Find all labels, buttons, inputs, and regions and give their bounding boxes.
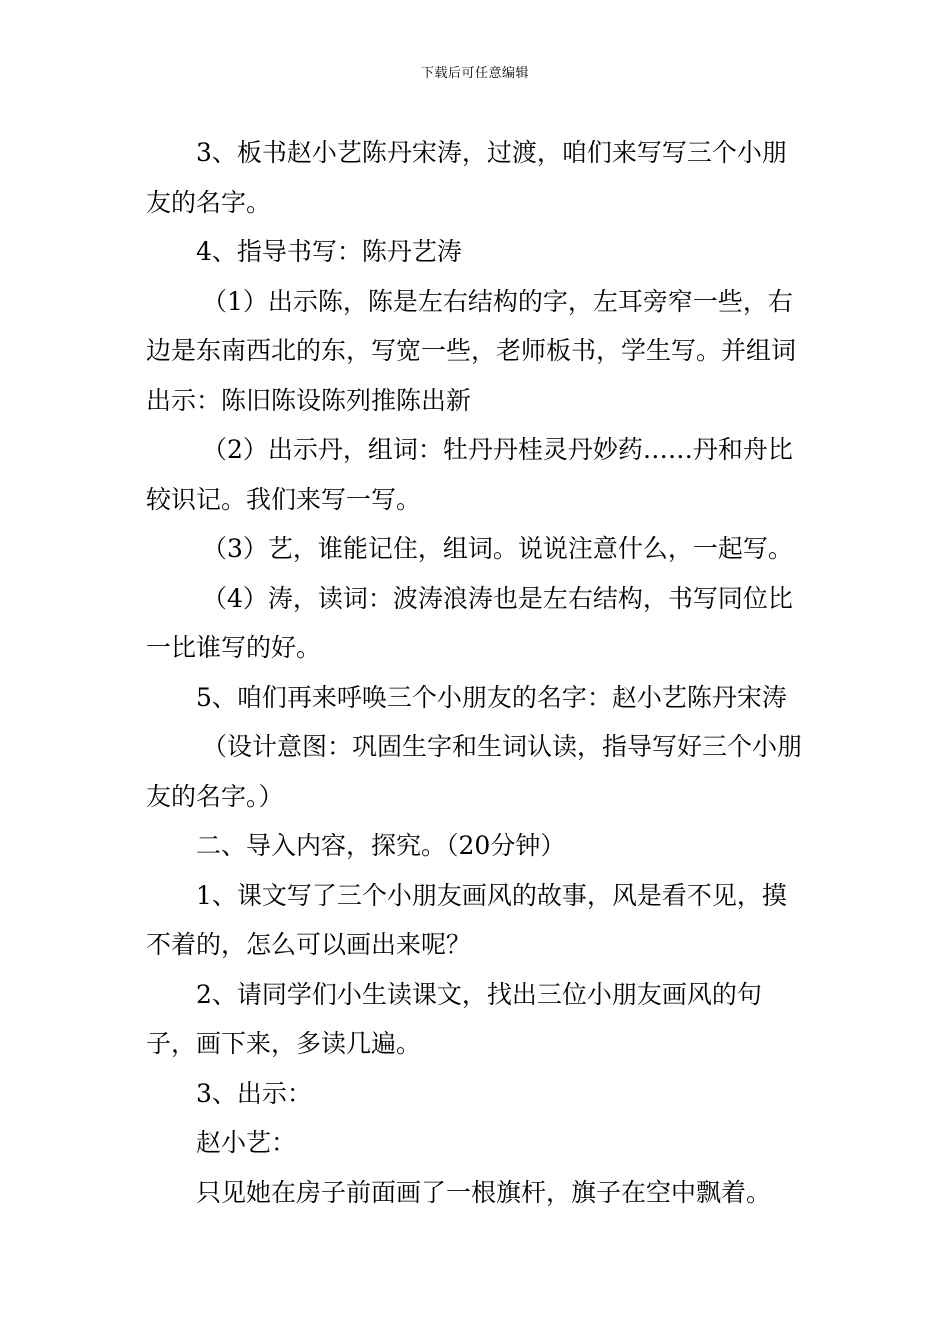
paragraph-call-names: 5、咱们再来呼唤三个小朋友的名字：赵小艺陈丹宋涛 — [196, 682, 787, 712]
paragraph-blackboard: 3、板书赵小艺陈丹宋涛，过渡，咱们来写写三个小朋友的名字。 — [146, 138, 787, 217]
paragraph-item-1: （1）出示陈，陈是左右结构的字，左耳旁窄一些，右边是东南西北的东，写宽一些，老师板书，学生写。并组词出示：陈旧陈设陈列推陈出新 — [146, 286, 797, 415]
paragraph-read-text: 2、请同学们小生读课文，找出三位小朋友画风的句子，画下来，多读几遍。 — [146, 979, 762, 1058]
paragraph-design-intent: （设计意图：巩固生字和生词认读，指导写好三个小朋友的名字。） — [146, 732, 803, 811]
paragraph-quote: 只见她在房子前面画了一根旗杆，旗子在空中飘着。 — [196, 1177, 772, 1207]
paragraph-speaker: 赵小艺： — [196, 1128, 297, 1157]
section-heading-explore: 二、导入内容，探究。（20分钟） — [196, 831, 566, 860]
page-header: 下载后可任意编辑 — [420, 66, 529, 81]
paragraph-item-2: （2）出示丹，组词：牡丹丹桂灵丹妙药……丹和舟比较识记。我们来写一写。 — [146, 435, 793, 514]
paragraph-item-3: （3）艺，谁能记住，组词。说说注意什么，一起写。 — [202, 534, 793, 563]
paragraph-item-4: （4）涛，读词：波涛浪涛也是左右结构，书写同位比一比谁写的好。 — [146, 583, 793, 662]
document-body — [146, 128, 810, 1217]
paragraph-writing-guide: 4、指导书写：陈丹艺涛 — [196, 237, 462, 266]
paragraph-question: 1、课文写了三个小朋友画风的故事，风是看不见，摸不着的，怎么可以画出来呢？ — [146, 880, 787, 959]
paragraph-show: 3、出示： — [196, 1078, 312, 1108]
